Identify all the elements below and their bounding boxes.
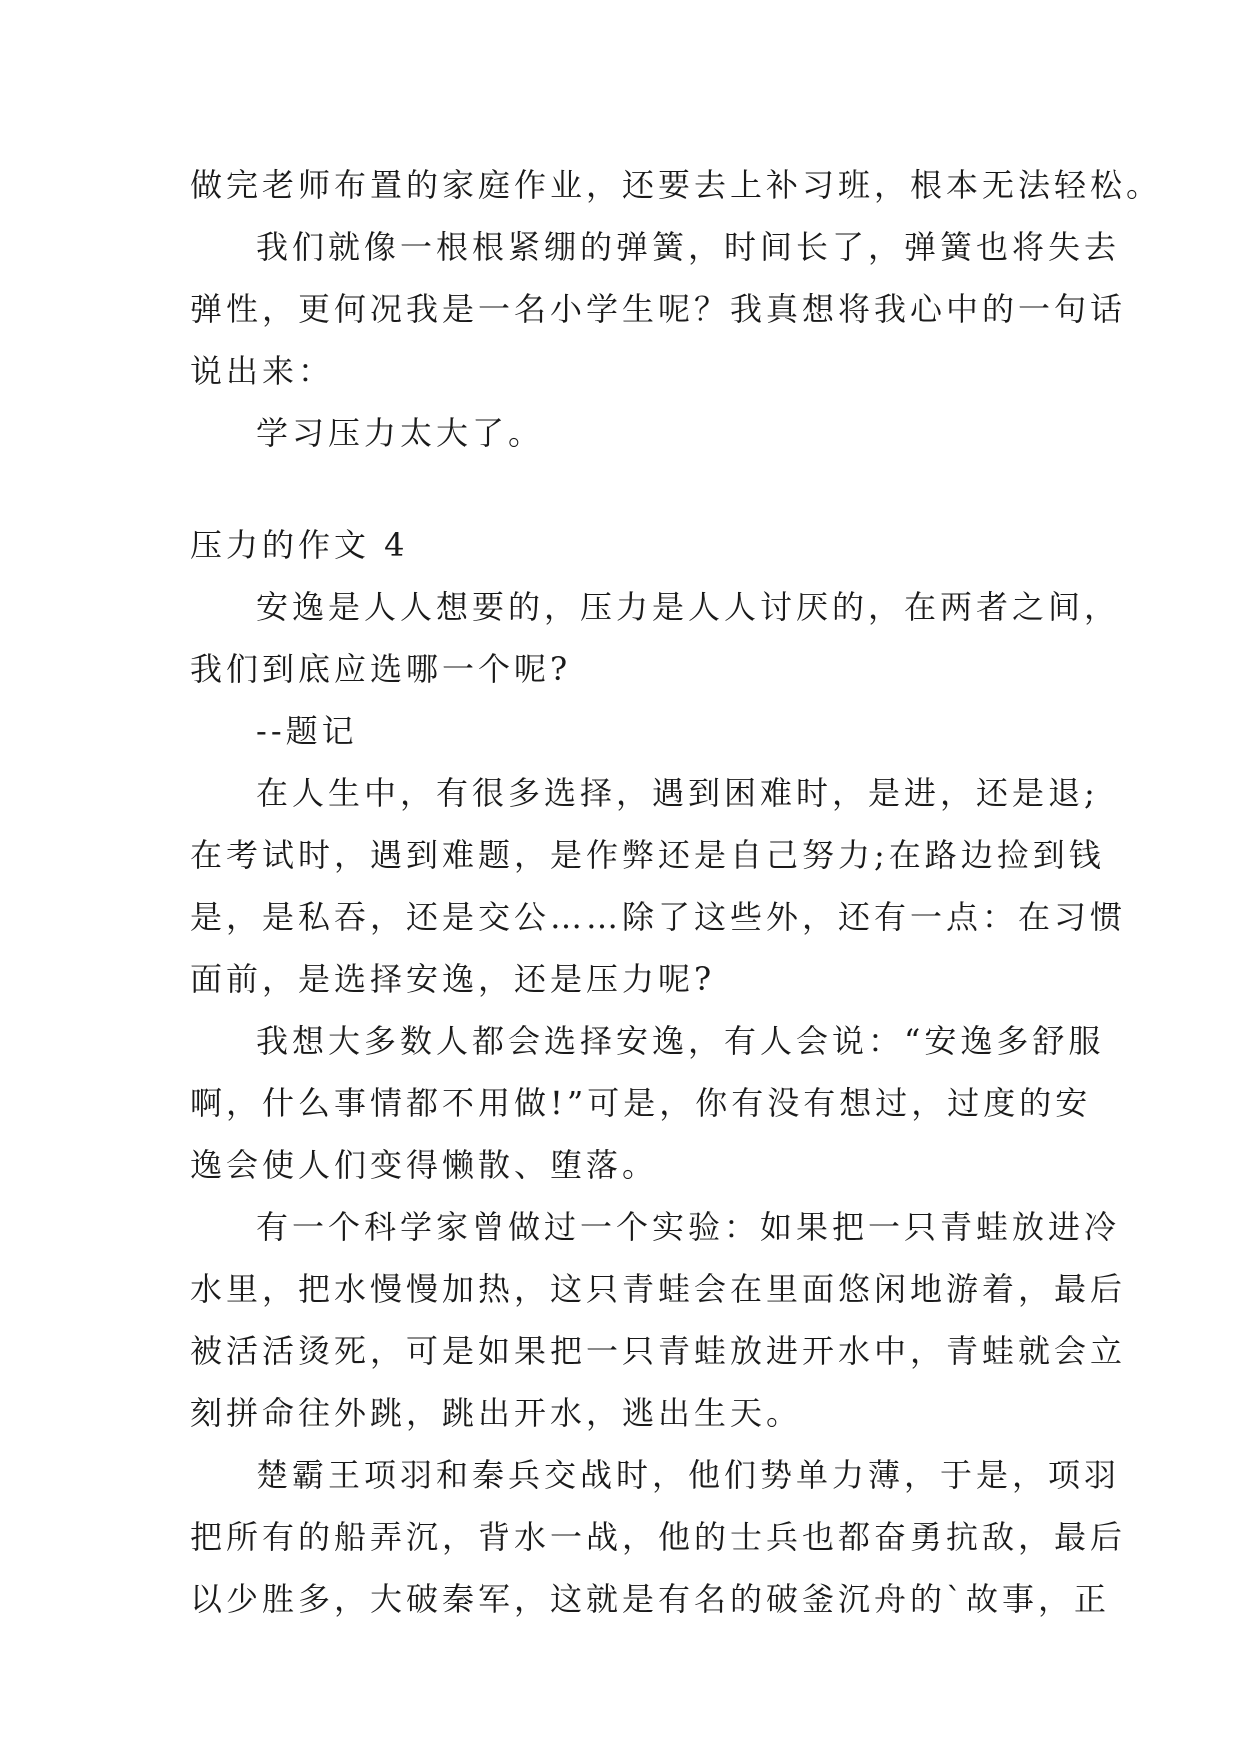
text-line: --题记 xyxy=(256,712,358,750)
text-line: 楚霸王项羽和秦兵交战时，他们势单力薄，于是，项羽 xyxy=(256,1456,1121,1494)
text-line: 安逸是人人想要的，压力是人人讨厌的，在两者之间， xyxy=(256,588,1121,626)
text-line: 面前，是选择安逸，还是压力呢? xyxy=(190,960,716,998)
text-line: 有一个科学家曾做过一个实验：如果把一只青蛙放进冷 xyxy=(256,1208,1121,1246)
text-line: 弹性，更何况我是一名小学生呢？我真想将我心中的一句话 xyxy=(190,290,1127,328)
text-line: 逸会使人们变得懒散、堕落。 xyxy=(190,1146,659,1184)
text-line: 我们到底应选哪一个呢? xyxy=(190,650,572,688)
text-line: 是，是私吞，还是交公……除了这些外，还有一点：在习惯 xyxy=(190,898,1127,936)
text-line: 被活活烫死，可是如果把一只青蛙放进开水中，青蛙就会立 xyxy=(190,1332,1127,1370)
text-line: 在考试时，遇到难题，是作弊还是自己努力;在路边捡到钱 xyxy=(190,836,1105,874)
text-line: 我想大多数人都会选择安逸，有人会说：“安逸多舒服 xyxy=(256,1022,1105,1060)
text-line: 把所有的船弄沉，背水一战，他的士兵也都奋勇抗敌，最后 xyxy=(190,1518,1127,1556)
text-line: 学习压力太大了。 xyxy=(256,414,545,452)
text-line: 说出来： xyxy=(190,352,335,390)
section-heading: 压力的作文 4 xyxy=(190,526,409,564)
text-line: 做完老师布置的家庭作业，还要去上补习班，根本无法轻松。 xyxy=(190,166,1163,204)
text-line: 在人生中，有很多选择，遇到困难时，是进，还是退; xyxy=(256,774,1099,812)
text-line: 以少胜多，大破秦军，这就是有名的破釜沉舟的`故事，正 xyxy=(190,1580,1111,1618)
text-line: 啊，什么事情都不用做!”可是，你有没有想过，过度的安 xyxy=(190,1084,1092,1122)
text-line: 水里，把水慢慢加热，这只青蛙会在里面悠闲地游着，最后 xyxy=(190,1270,1127,1308)
text-line: 刻拼命往外跳，跳出开水，逃出生天。 xyxy=(190,1394,803,1432)
text-line: 我们就像一根根紧绷的弹簧，时间长了，弹簧也将失去 xyxy=(256,228,1121,266)
